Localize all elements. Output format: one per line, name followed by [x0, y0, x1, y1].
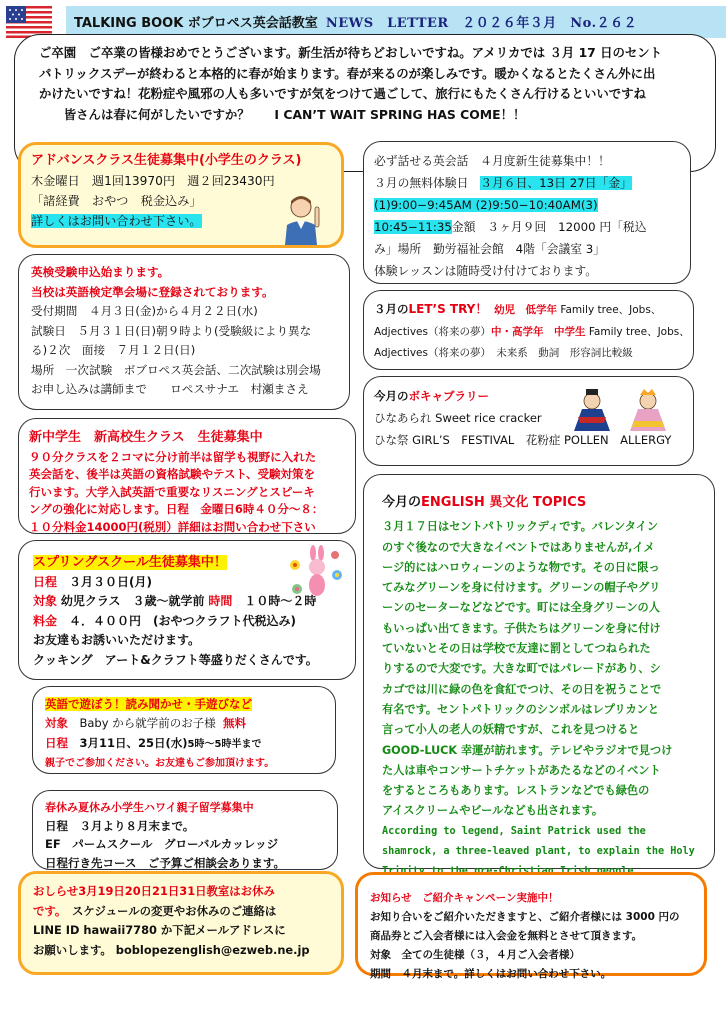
campaign-target: 対象 全ての生徒様（３，４月ご入会者様）: [370, 949, 580, 961]
advance-class-fee: 木金曜日 週1回13970円 週２回23430円: [31, 174, 275, 188]
english-play-free: 無料: [223, 716, 247, 731]
topics-english-line: According to legend, Saint Patrick used the: [382, 825, 646, 837]
english-play-box: [32, 686, 336, 774]
vocab-title: ボキャブラリー: [408, 389, 489, 403]
trial-times: (1)9:00−9:45AM (2)9:50−10:40AM(3): [374, 198, 598, 212]
spring-date: ３月３０日(月): [57, 574, 152, 589]
english-play-date: 3月11日、25日(水): [68, 735, 188, 750]
lets-try-box: [363, 290, 694, 370]
topics-line: をするところもあります。レストランなどでも緑色の: [382, 784, 650, 798]
eiken-title: 英検受験申込始まります。: [31, 265, 170, 279]
topics-line: りするので大変です。大きな町ではパレードがあり、シ: [382, 662, 661, 676]
vocab-line: ひなあられ Sweet rice cracker: [374, 411, 542, 425]
trial-note: 体験レッスンは随時受け付けております。: [374, 264, 598, 278]
lets-try-kids: 幼児 低学年: [494, 304, 558, 316]
campaign-period: 期間 ４月末まで。詳しくはお問い合わせ下さい。: [370, 968, 612, 980]
lets-try-label: ３月の: [374, 302, 409, 316]
eiken-place: 場所 一次試験 ボブロペス英会話、二次試験は別会場: [31, 362, 321, 377]
topics-label: 今月の: [382, 495, 422, 510]
spring-fee-label: 料金: [33, 613, 58, 628]
topics-line: ージ的にはハロウィーンのような物です。その日に限っ: [382, 560, 660, 574]
spring-fee: ４．４００円 (おやつクラフト代税込み): [57, 613, 296, 628]
spring-school-box: [18, 540, 356, 680]
topics-line: アイスクリームやビールなども出されます。: [382, 804, 604, 818]
hina-dolls-icon: [564, 387, 674, 433]
advance-class-box: [18, 142, 344, 248]
spring-activities: クッキング アート&クラフト等盛りだくさんです。: [33, 652, 318, 667]
spring-invite: お友達もお誘いいただけます。: [33, 633, 201, 648]
topics-line: もいっぱい出てきます。子供たちはグリーンを身に付け: [382, 621, 661, 635]
newsletter-issue: NEWS LETTER ２０２６年３月 No.２６２: [325, 16, 638, 31]
spring-age: ３歳〜就学前: [120, 594, 205, 609]
line-id: LINE ID hawaii7780 か下記メールアドレスに: [33, 923, 286, 937]
topics-title: ENGLISH 異文化 TOPICS: [421, 495, 587, 510]
english-play-date-label: 日程: [45, 735, 68, 750]
referral-campaign-box: [355, 872, 707, 980]
topics-line: てみなグリーンを身に付けます。グリーンの帽子やグリ: [382, 581, 661, 595]
lets-try-title: LET’S TRY！: [408, 302, 488, 316]
topics-line: 言って小人の老人の妖精ですが、これを見つけると: [382, 723, 640, 737]
topics-line: のすぐ後なので大きなイベントではありませんが,イメ: [382, 540, 655, 554]
header-title: [74, 12, 637, 31]
topics-line: GOOD-LUCK 幸運が訪れます。テレビやラジオで見つけ: [382, 743, 673, 757]
vocab-line: ひな祭 GIRL’S FESTIVAL 花粉症 POLLEN ALLERGY: [374, 433, 672, 447]
lets-try-older-topics: Family tree、Jobs、: [585, 325, 690, 338]
intro-line: ご卒園 ご卒業の皆様おめでとうございます。新生活が待ちどおしいですね。アメリカでは ３月 17 日のセント: [39, 45, 663, 60]
topics-line: 有名です。セントパトリックのシンボルはレプリカンと: [382, 702, 660, 716]
intro-line: 皆さんは春に何がしたいですか？ I CAN’T WAIT SPRING HAS COME！！: [39, 106, 526, 122]
spring-school-title: スプリングスクール生徒募集中！: [33, 555, 227, 570]
contact-instruction: スケジュールの変更やお休みのご連絡は: [60, 903, 277, 918]
topics-line: た人は車やコンサートチケットがあたるなどのイベント: [382, 763, 661, 777]
monthly-trial-box: [363, 141, 691, 284]
new-class-box: [18, 418, 356, 534]
lets-try-adjectives: Adjectives（将来の夢）: [374, 325, 491, 338]
campaign-label: お知らせ: [370, 892, 412, 904]
topics-line: ーンのセーターなどなどです。町には全身グリーンの人: [382, 601, 660, 615]
intro-line: パトリックスデーが終わると本格的に春が始まります。春が来るのが楽しみです。暖かくなるとたくさん外に出: [39, 65, 656, 81]
trial-fee: 金額 ３ヶ月９回 12000 円「税込: [451, 220, 647, 234]
english-play-time: 5時〜5時半まで: [187, 738, 262, 750]
campaign-title: ご紹介キャンペーン実施中！: [411, 892, 559, 904]
advance-class-includes: 「諸経費 おやつ 税金込み」: [31, 194, 202, 208]
eiken-exam-date: 試験日 ５月３１日(日)朝９時より(受験級により異な: [31, 323, 312, 338]
closure-dates-end: です。: [33, 903, 61, 918]
hawaii-title: 春休み夏休み小学生ハワイ親子留学募集中: [45, 801, 254, 814]
english-topics-box: [363, 474, 715, 869]
trial-title: 必ず話せる英会話 ４月度新生徒募集中！！: [374, 154, 610, 168]
eiken-second-exam: る)２次 面接 ７月１２日(日): [31, 343, 196, 357]
closure-dates: おしらせ3月19日20日21日31日教室はお休み: [33, 884, 275, 898]
advance-class-title: アドバンスクラス生徒募集中(小学生のクラス): [31, 153, 302, 168]
bunny-flowers-icon: [287, 545, 345, 599]
new-class-line: 行います。大学入試英語で重要なリスニングとスピーキ: [29, 484, 315, 499]
spring-target: 幼児クラス: [60, 594, 121, 609]
lets-try-grammar: Adjectives（将来の夢） 未来系 動詞 形容詞比較級: [374, 347, 633, 359]
trial-dates: ３月６日、13日 27日「金」: [480, 176, 632, 190]
intro-line: かけたいですね！花粉症や風邪の人も多いですが気をつけて過ごして、旅行にもたくさん行けるといいですね: [39, 86, 646, 101]
english-play-target-label: 対象: [45, 716, 68, 731]
campaign-line: 商品券とご入会者様には入会金を無料とさせて頂きます。: [370, 930, 643, 942]
eiken-subtitle: 当校は英語検定準会場に登録されております。: [31, 284, 274, 299]
trial-time-3: 10:45−11:35: [374, 220, 452, 234]
hawaii-study-box: [32, 790, 338, 870]
hawaii-schedule: 日程 ３月より８月末まで。: [45, 819, 195, 834]
english-play-target: Baby から就学前のお子様: [68, 716, 216, 731]
advance-class-contact: 詳しくはお問い合わせ下さい。: [31, 214, 202, 228]
spring-date-label: 日程: [33, 574, 58, 589]
new-class-line: ングの強化に対応します。日程 金曜日6時４０分〜８：: [29, 502, 324, 517]
lets-try-kids-topics: Family tree、Jobs、: [557, 304, 662, 316]
english-play-title: 英語で遊ぼう！読み聞かせ・手遊びなど: [45, 697, 252, 711]
closure-notice-box: [18, 871, 344, 975]
new-class-line: 英会話を、後半は英語の資格試験やテスト、受験対策を: [29, 467, 316, 482]
school-name: TALKING BOOK ボブロペス英会話教室: [74, 16, 318, 31]
eiken-period: 受付期間 ４月３日(金)から４月２２日(水): [31, 304, 258, 318]
campaign-line: お知り合いをご紹介いただきますと、ご紹介者様には 3000 円の: [370, 911, 680, 923]
trial-place: み」場所 勤労福祉会館 4階「会議室 3」: [374, 242, 606, 256]
spring-time: １０時〜２時: [232, 594, 317, 609]
contact-email: お願いします。 boblopezenglish@ezweb.ne.jp: [33, 942, 310, 957]
trial-label: ３月の無料体験日: [374, 176, 481, 190]
spring-target-label: 対象: [33, 594, 58, 609]
topics-line: ていないとその日は学校で友達に罰としてつねられた: [382, 642, 651, 656]
new-class-line: ９０分クラスを２コマに分け前半は留学も視野に入れた: [29, 450, 317, 464]
vocabulary-box: [363, 376, 694, 466]
new-class-title: 新中学生 新高校生クラス 生徒募集中: [29, 430, 263, 445]
hawaii-schools: EF パームスクール グローバルカッレッジ: [45, 837, 279, 852]
topics-line: ３月１７日はセントパトリックディです。バレンタイン: [382, 520, 659, 534]
topics-line: カゴでは川に緑の色を食紅でつけ、その日を祝うことで: [382, 682, 662, 696]
new-class-line: １０分料金14000円(税別）詳細はお問い合わせ下さい: [29, 519, 316, 534]
eiken-contact: お申し込みは講師まで ロペスサナエ 村瀬まさえ: [31, 382, 309, 396]
teacher-pointing-icon: [277, 193, 325, 245]
vocab-label: 今月の: [374, 389, 409, 403]
english-play-note: 親子でご参加ください。お友達もご参加頂けます。: [45, 757, 275, 769]
lets-try-older: 中・高学年 中学生: [491, 325, 586, 338]
topics-english-line: shamrock, a three-leaved plant, to explain the Holy: [382, 846, 695, 858]
eiken-box: [18, 254, 350, 410]
spring-time-label: 時間: [208, 594, 233, 609]
hawaii-consult: 日程行き先コース ご予算ご相談会あります。: [45, 855, 286, 870]
